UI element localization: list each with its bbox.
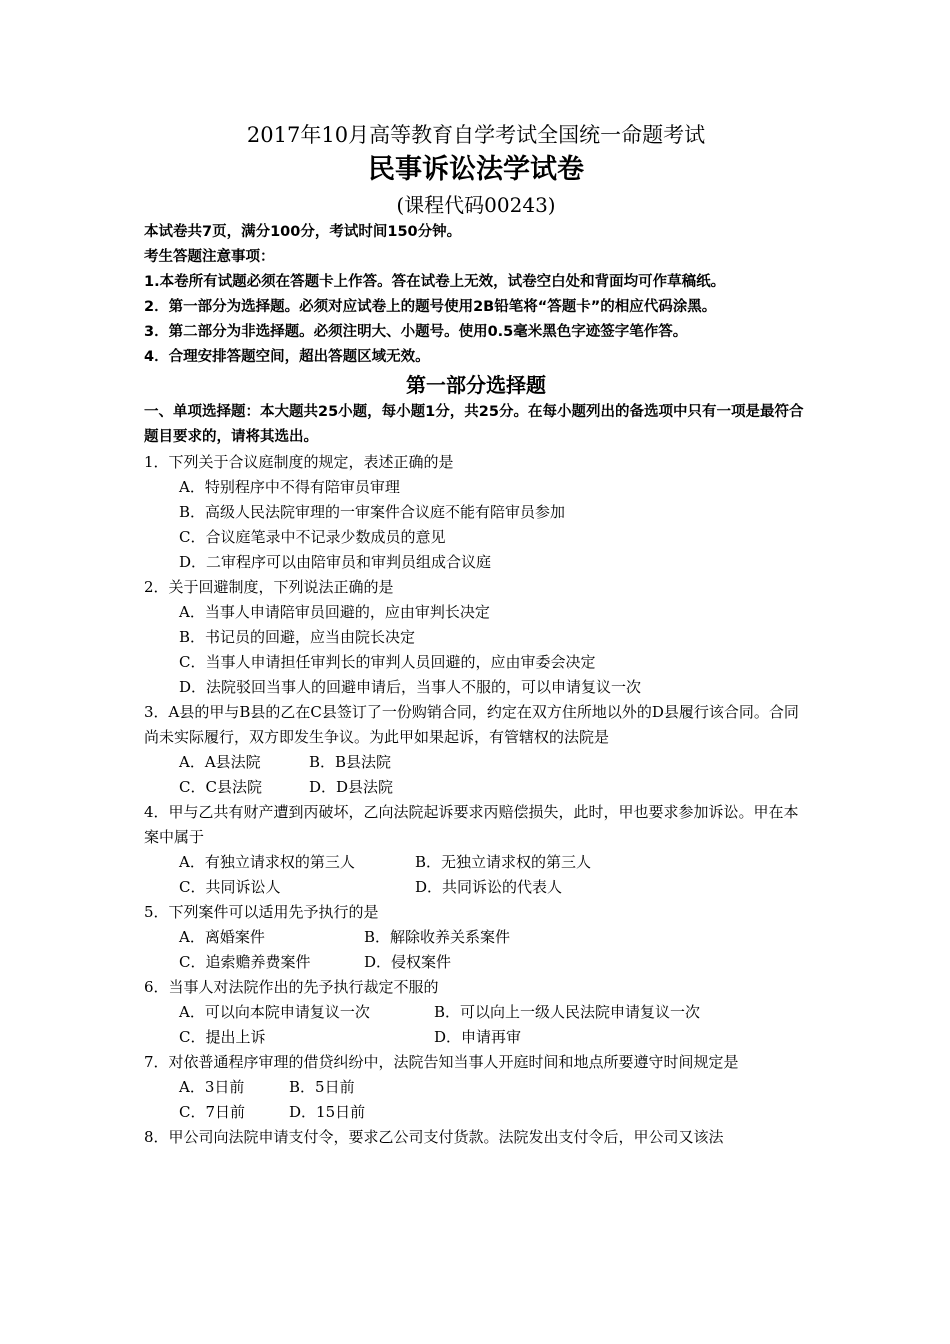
option-a: A．特别程序中不得有陪审员审理 — [179, 478, 400, 496]
option-a: A．当事人申请陪审员回避的，应由审判长决定 — [179, 603, 490, 621]
question-stem: 2．关于回避制度，下列说法正确的是 — [144, 578, 394, 596]
option-b: B．无独立请求权的第三人 — [415, 853, 592, 871]
exam-line: 2017年10月高等教育自学考试全国统一命题考试 — [246, 123, 706, 147]
question-stem: 4．甲与乙共有财产遭到丙破坏，乙向法院起诉要求丙赔偿损失，此时，甲也要求参加诉讼。甲在本案中属于 — [144, 803, 799, 846]
note-line: 本试卷共7页，满分100分，考试时间150分钟。 — [144, 224, 462, 240]
option-b: B．书记员的回避，应当由院长决定 — [179, 628, 416, 646]
option-d: D．法院驳回当事人的回避申请后，当事人不服的，可以申请复议一次 — [179, 678, 642, 696]
question-stem: 3．A县的甲与B县的乙在C县签订了一份购销合同，约定在双方住所地以外的D县履行该合同。合同尚未实际履行，双方即发生争议。为此甲如果起诉，有管辖权的法院是 — [144, 703, 799, 746]
question-7 — [144, 1050, 808, 1125]
note-line: 考生答题注意事项： — [144, 249, 275, 265]
option-d: D．申请再审 — [434, 1028, 522, 1046]
question-stem: 8．甲公司向法院申请支付令，要求乙公司支付货款。法院发出支付令后，甲公司又该法 — [144, 1128, 724, 1146]
note-line: 4．合理安排答题空间，超出答题区域无效。 — [144, 349, 430, 365]
option-a: A．离婚案件 — [179, 928, 265, 946]
question-stem: 7．对依普通程序审理的借贷纠纷中，法院告知当事人开庭时间和地点所要遵守时间规定是 — [144, 1053, 739, 1071]
option-b: B．高级人民法院审理的一审案件合议庭不能有陪审员参加 — [179, 503, 566, 521]
option-d: D．二审程序可以由陪审员和审判员组成合议庭 — [179, 553, 492, 571]
question-5 — [144, 900, 808, 975]
option-c: C．C县法院 — [179, 778, 262, 796]
option-d: D．15日前 — [289, 1103, 366, 1121]
question-stem: 6．当事人对法院作出的先予执行裁定不服的 — [144, 978, 439, 996]
option-d: D．侵权案件 — [364, 953, 452, 971]
question-2 — [144, 575, 808, 700]
option-c: C．提出上诉 — [179, 1028, 266, 1046]
option-b: B．B县法院 — [309, 753, 392, 771]
exam-subject-title: 民事诉讼法学试卷 — [368, 154, 584, 185]
option-b: B．可以向上一级人民法院申请复议一次 — [434, 1003, 701, 1021]
option-b: B．5日前 — [289, 1078, 355, 1096]
option-a: A．有独立请求权的第三人 — [179, 853, 355, 871]
note-line: 3．第二部分为非选择题。必须注明大、小题号。使用0.5毫米黑色字迹签字笔作答。 — [144, 324, 688, 340]
question-stem: 5．下列案件可以适用先予执行的是 — [144, 903, 379, 921]
option-d: D．共同诉讼的代表人 — [415, 878, 563, 896]
section-title: 第一部分选择题 — [406, 373, 546, 397]
question-8 — [144, 1125, 808, 1150]
exam-notes — [144, 220, 808, 370]
option-a: A．3日前 — [179, 1078, 245, 1096]
question-1 — [144, 450, 808, 575]
option-c: C．7日前 — [179, 1103, 246, 1121]
question-stem: 1．下列关于合议庭制度的规定，表述正确的是 — [144, 453, 454, 471]
section-instruction: 一、单项选择题：本大题共25小题，每小题1分，共25分。在每小题列出的备选项中只有一项是最符合题目要求的，请将其选出。 — [144, 404, 804, 445]
option-a: A．A县法院 — [179, 753, 261, 771]
question-6 — [144, 975, 808, 1050]
question-3 — [144, 700, 808, 800]
option-c: C．合议庭笔录中不记录少数成员的意见 — [179, 528, 446, 546]
option-c: C．共同诉讼人 — [179, 878, 281, 896]
exam-page — [144, 120, 808, 1150]
question-4 — [144, 800, 808, 900]
option-c: C．当事人申请担任审判长的审判人员回避的，应由审委会决定 — [179, 653, 596, 671]
note-line: 2．第一部分为选择题。必须对应试卷上的题号使用2B铅笔将“答题卡”的相应代码涂黑。 — [144, 299, 717, 315]
option-d: D．D县法院 — [309, 778, 394, 796]
option-c: C．追索赡养费案件 — [179, 953, 311, 971]
option-b: B．解除收养关系案件 — [364, 928, 511, 946]
course-code: (课程代码00243) — [396, 193, 556, 217]
note-line: 1.本卷所有试题必须在答题卡上作答。答在试卷上无效，试卷空白处和背面均可作草稿纸。 — [144, 274, 726, 290]
option-a: A．可以向本院申请复议一次 — [179, 1003, 370, 1021]
